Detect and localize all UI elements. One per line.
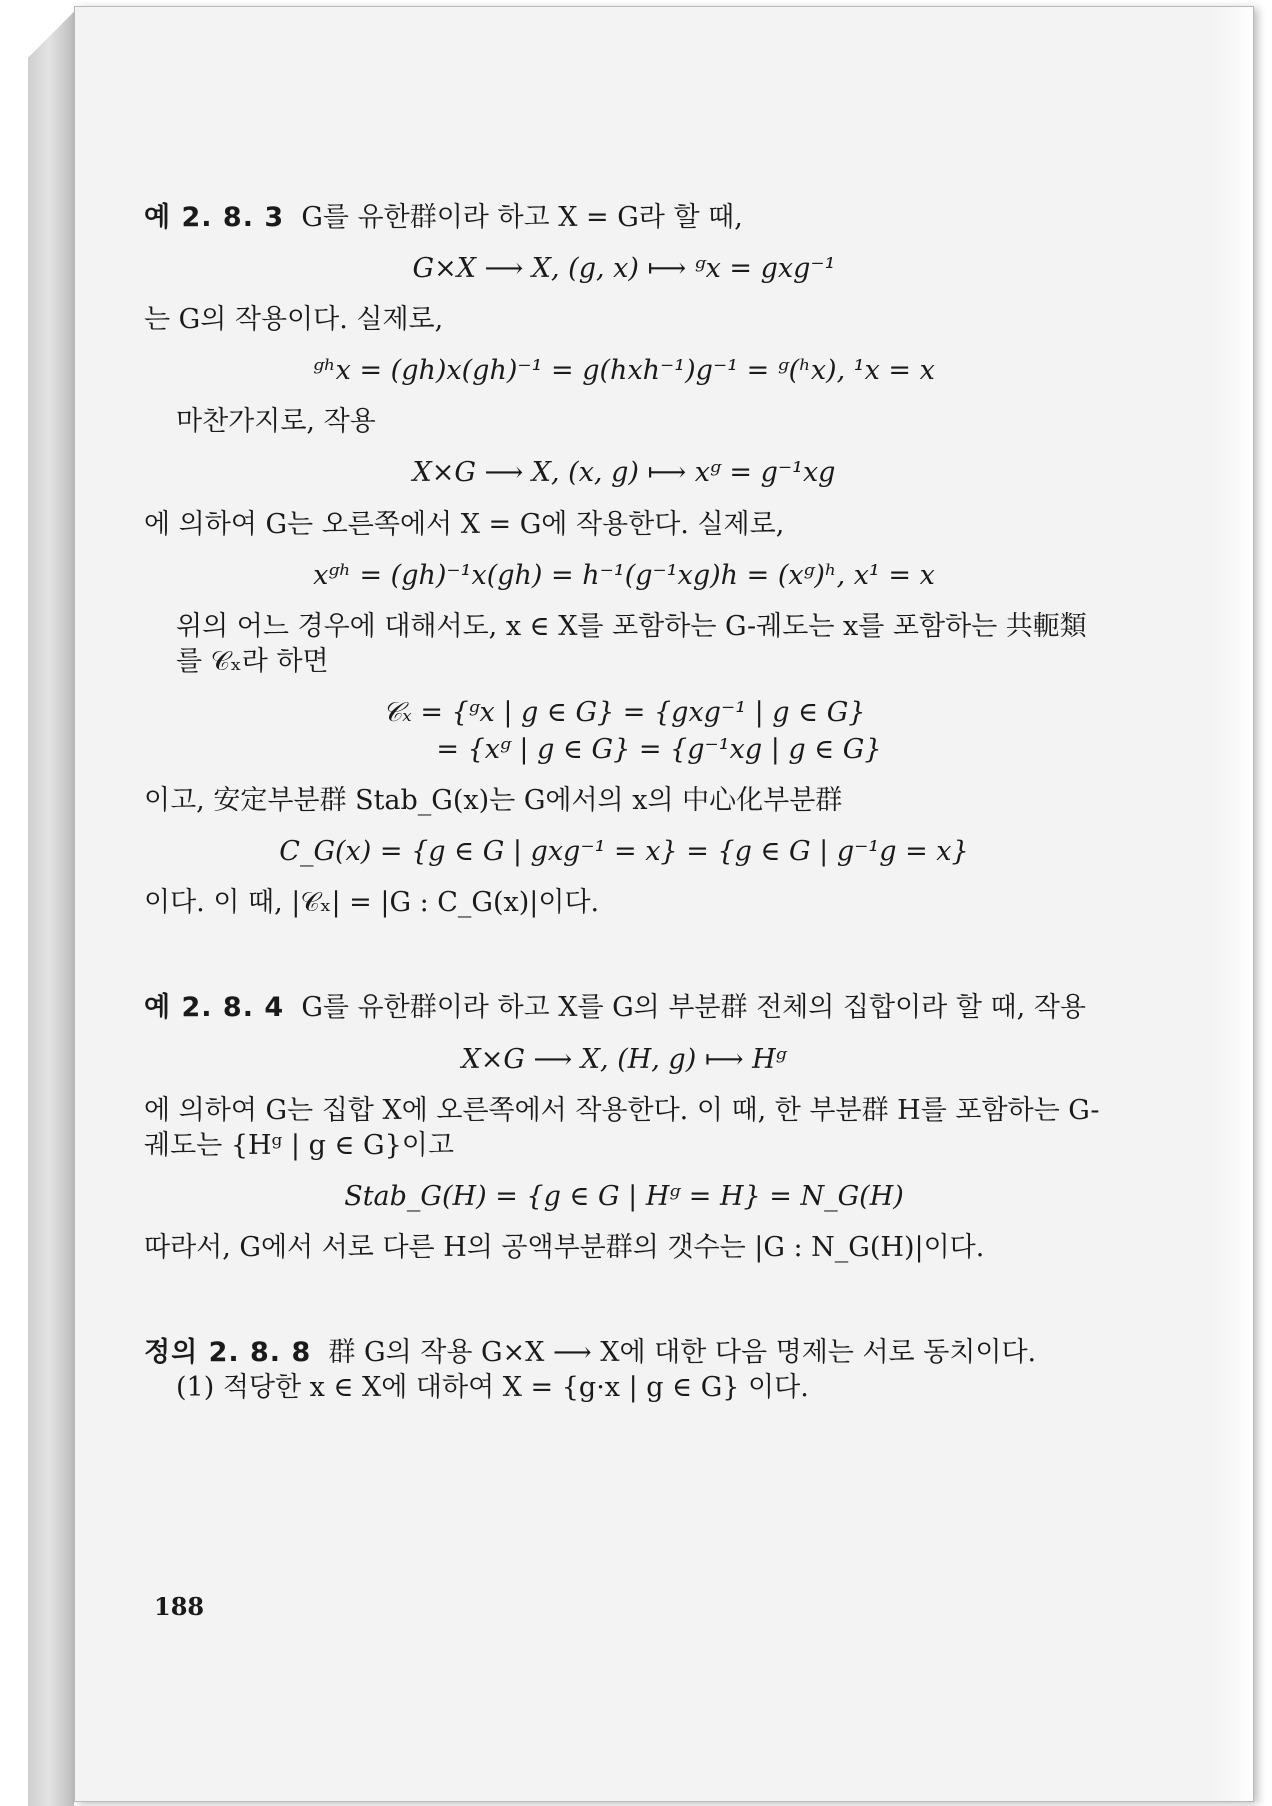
equation: xᵍʰ = (gh)⁻¹x(gh) = h⁻¹(g⁻¹xg)h = (xᵍ)ʰ, x¹ = x <box>313 559 935 591</box>
paragraph: 따라서, G에서 서로 다른 H의 공액부분群의 갯수는 |G : N_G(H)|이다. <box>144 1231 985 1263</box>
equation: G×X ⟶ X, (g, x) ⟼ ᵍx = gxg⁻¹ <box>412 253 836 285</box>
equation: Stab_G(H) = {g ∈ G | Hᵍ = H} = N_G(H) <box>344 1180 904 1212</box>
paragraph: 이다. 이 때, |𝒞ₓ| = |G : C_G(x)|이다. <box>144 887 600 919</box>
equation: X×G ⟶ X, (x, g) ⟼ xᵍ = g⁻¹xg <box>412 457 836 489</box>
equation: 𝒞ₓ = {ᵍx | g ∈ G} = {gxg⁻¹ | g ∈ G} <box>382 696 866 728</box>
page-edge-shade <box>1213 7 1253 1801</box>
example-intro-text: G를 유한群이라 하고 X를 G의 부분群 전체의 집합이라 할 때, 작용 <box>301 992 1086 1024</box>
definition-item: (1) 적당한 x ∈ X에 대하여 X = {g·x | g ∈ G} 이다. <box>176 1372 809 1404</box>
paragraph: 이고, 安定부분群 Stab_G(x)는 G에서의 x의 中心化부분群 <box>144 785 843 817</box>
definition-label: 정의 2. 8. 8 <box>144 1336 312 1368</box>
equation: ᵍʰx = (gh)x(gh)⁻¹ = g(hxh⁻¹)g⁻¹ = ᵍ(ʰx), ¹x = x <box>313 355 935 387</box>
equation: = {xᵍ | g ∈ G} = {g⁻¹xg | g ∈ G} <box>436 734 882 766</box>
page-number: 188 <box>154 1592 205 1621</box>
paragraph: 에 의하여 G는 오른쪽에서 X = G에 작용한다. 실제로, <box>144 508 785 540</box>
example-label: 예 2. 8. 4 <box>144 992 285 1024</box>
definition-intro-text: 群 G의 작용 G×X ⟶ X에 대한 다음 명제는 서로 동치이다. <box>328 1336 1037 1368</box>
paragraph: 위의 어느 경우에 대해서도, x ∈ X를 포함하는 G-궤도는 x를 포함하는 共軛類를 𝒞ₓ라 하면 <box>176 610 1087 677</box>
definition-2-8-8-intro <box>144 1335 1104 1370</box>
page-content <box>144 200 1104 1405</box>
paragraph: 는 G의 작용이다. 실제로, <box>144 304 444 336</box>
paragraph: 에 의하여 G는 집합 X에 오른쪽에서 작용한다. 이 때, 한 부분群 H를 포함하는 G-궤도는 {Hᵍ | g ∈ G}이고 <box>144 1094 1100 1161</box>
equation: X×G ⟶ X, (H, g) ⟼ Hᵍ <box>461 1043 787 1075</box>
example-label: 예 2. 8. 3 <box>144 202 285 233</box>
equation: C_G(x) = {g ∈ G | gxg⁻¹ = x} = {g ∈ G | g⁻¹g = x} <box>279 836 969 868</box>
example-2-8-4-intro <box>144 990 1104 1025</box>
book-spine <box>28 0 74 1806</box>
paragraph: 마찬가지로, 작용 <box>176 406 376 438</box>
example-2-8-3-intro <box>144 200 1104 235</box>
example-intro-text: G를 유한群이라 하고 X = G라 할 때, <box>301 202 743 233</box>
